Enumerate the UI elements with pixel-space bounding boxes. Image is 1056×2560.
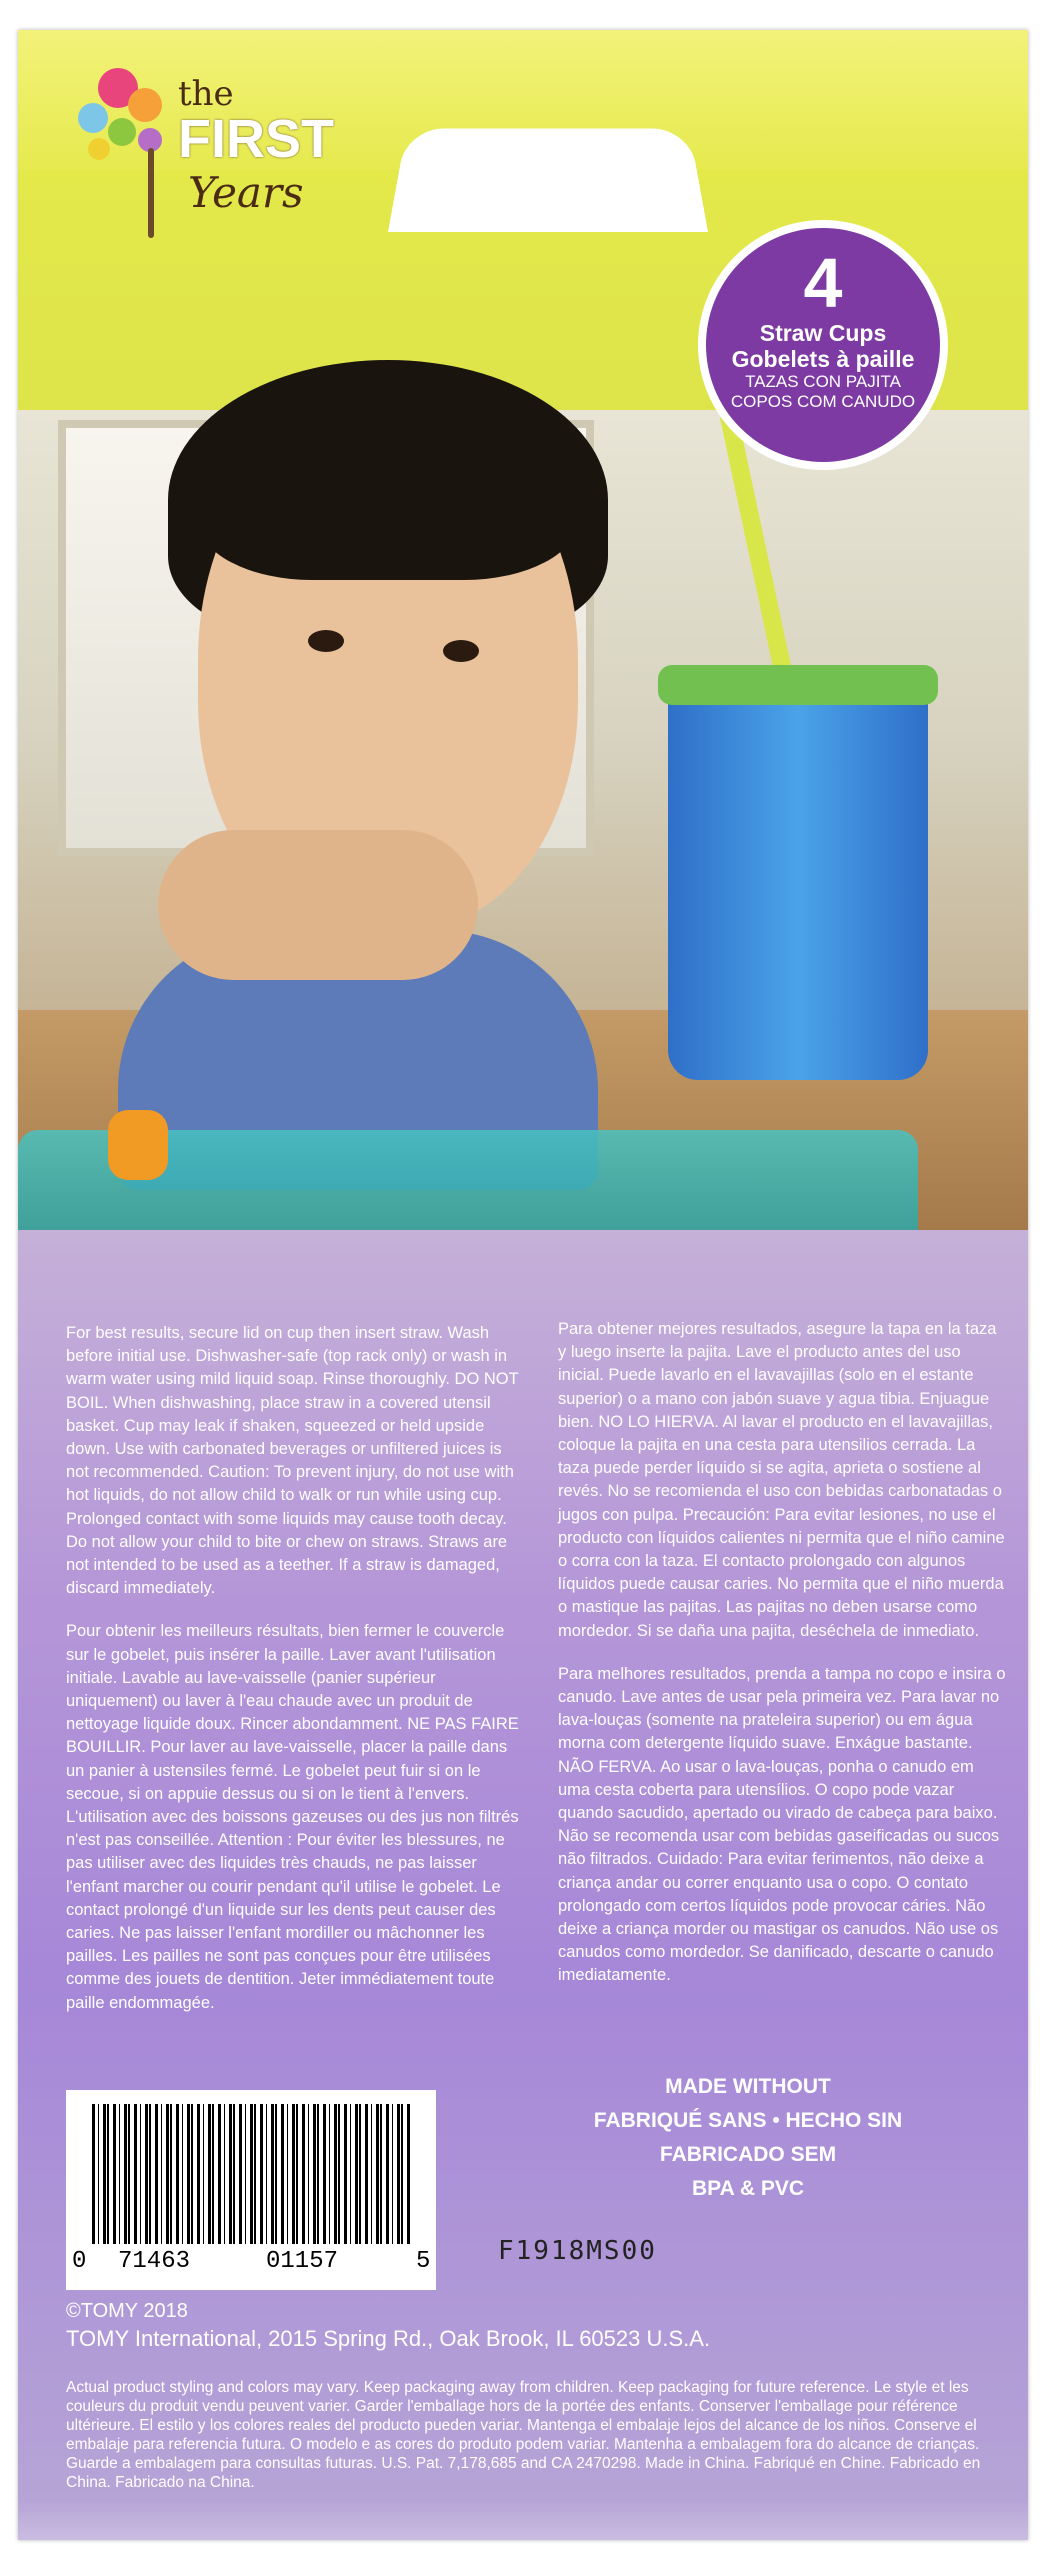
count-badge [698, 220, 948, 470]
photo-child-hair-front [198, 380, 578, 580]
barcode-digit-last: 5 [416, 2248, 431, 2275]
instructions-left-column [66, 1322, 526, 2035]
badge-spanish: TAZAS CON PAJITA [745, 372, 901, 391]
made-without-notice [558, 2070, 938, 2206]
instructions-english: For best results, secure lid on cup then insert straw. Wash before initial use. Dishwasher-safe (top rack only) or wash in warm water using mild liquid soap. Rinse thoroughly. DO NOT BOIL. When dishwashing, place straw in a covered utensil basket. Cup may leak if shaken, squeezed or held upside down. Use with carbonated beverages or unfiltered juices is not recommended. Caution: To prevent injury, do not use with hot liquids, do not allow child to walk or run while using cup. Prolonged contact with some liquids may cause tooth decay. Do not allow your child to bite or chew on straws. Straws are not intended to be used as a teether. If a straw is damaged, discard immediately. [66, 1324, 519, 1598]
photo-straw-cup [668, 690, 928, 1080]
fine-print: Actual product styling and colors may vary. Keep packaging away from children. Keep packaging for future reference. Le style et les couleurs du produit vendu peuvent varier. Garder l'emballage hors de la portée des enfants. Conserver l'emballage pour référence ultérieure. El estilo y los colores reales del producto pueden variar. Mantenga el embalaje lejos del alcance de los niños. Conserve el embalaje para referencia futura. O modelo e as cores do produto podem variar. Mantenha a embalagem fora do alcance de crianças. Guarde a embalagem para consultas futuras. U.S. Pat. 7,178,685 and CA 2470298. Made in China. Fabriqué en Chine. Fabricado en China. Fabricado na China. [66, 2379, 981, 2491]
barcode-digit-group1: 71463 [118, 2248, 191, 2275]
logo-dot-icon [88, 138, 110, 160]
company-address: TOMY International, 2015 Spring Rd., Oak Brook, IL 60523 U.S.A. [66, 2326, 711, 2351]
copyright: ©TOMY 2018 [66, 2300, 188, 2322]
logo-text-first: FIRST [178, 109, 334, 169]
badge-count: 4 [803, 244, 843, 322]
photo-child-eye [443, 640, 479, 662]
photo-cup-lid [658, 665, 938, 705]
badge-english: Straw Cups [759, 320, 887, 346]
made-without-line: MADE WITHOUT [665, 2075, 831, 2098]
logo-text-years: Years [188, 168, 304, 217]
logo-text-the: the [178, 74, 234, 114]
made-without-line: BPA & PVC [691, 2177, 804, 2200]
badge-french: Gobelets à paille [731, 346, 915, 372]
logo-stem-icon [148, 148, 154, 238]
logo-dot-icon [78, 103, 108, 133]
photo-child-arm [158, 830, 478, 980]
photo-child-eye [308, 630, 344, 652]
made-without-line: FABRICADO SEM [659, 2143, 837, 2166]
barcode-bars [92, 2104, 412, 2244]
barcode-digit-group2: 01157 [266, 2248, 339, 2275]
product-photo [18, 410, 1028, 1230]
instructions-french: Pour obtenir les meilleurs résultats, bien fermer le couvercle sur le gobelet, puis insérer la paille. Laver avant l'utilisation initiale. Lavable au lave-vaisselle (panier supérieur uniquement) ou laver à l'eau chaude avec un produit de nettoyage liquide doux. Rincer abondamment. NE PAS FAIRE BOUILLIR. Pour laver au lave-vaisselle, placer la paille dans un panier à ustensiles fermé. Le gobelet peut fuir si on le secoue, si on appuie dessus ou si on le tient à l'envers. L'utilisation avec des boissons gazeuses ou des jus non filtrés n'est pas conseillée. Attention : Pour éviter les blessures, ne pas utiliser avec des liquides très chauds, ne pas laisser l'enfant marcher ou courir pendant qu'il utilise le gobelet. Le contact prolongé d'un liquide sur les dents peut causer des caries. Ne pas laisser l'enfant mordiller ou mâchonner les pailles. Les pailles ne sont pas conçues pour être utilisées comme des jouets de dentition. Jeter immédiatement toute paille endommagée. [66, 1622, 519, 2012]
badge-portuguese: COPOS COM CANUDO [730, 392, 916, 411]
logo-dot-icon [128, 88, 162, 122]
instructions-portuguese: Para melhores resultados, prenda a tampa no copo e insira o canudo. Lave antes de usar pela primeira vez. Para lavar no lava-louças (somente na prateleira superior) ou em água morna com detergente líquido suave. Enxágue bastante. NÃO FERVA. Ao usar o lava-louças, ponha o canudo em uma cesta coberta para utensílios. O copo pode vazar quando sacudido, apertado ou virado de cabeça para baixo. Não se recomenda usar com bebidas gaseificadas ou sucos não filtrados. Cuidado: Para evitar ferimentos, não deixe a criança andar ou correr enquanto usa o copo. O contato prolongado com certos líquidos pode provocar cáries. Não deixe a criança morder ou mastigar os canudos. Não use os canudos como mordedor. Se danificado, descarte o canudo imediatamente. [558, 1664, 1006, 1985]
instructions-spanish: Para obtener mejores resultados, asegure la tapa en la taza y luego inserte la pajita. Lave el producto antes del uso inicial. Puede lavarlo en el lavavajillas (solo en el estante superior) o a mano con jabón suave y agua tibia. Enjuague bien. NO LO HIERVA. Al lavar el producto en el lavavajillas, coloque la pajita en una cesta para utensilios cerrada. La taza puede perder líquido si se agita, aprieta o sostiene al revés. No se recomienda el uso con bebidas carbonatadas o jugos con pulpa. Precaución: Para evitar lesiones, no use el producto con líquidos calientes ni permita que el niño camine o corra con la taza. El contacto prolongado con algunos líquidos puede causar caries. No permita que el niño muerda o mastique las pajitas. Las pajitas no deben usarse como mordedor. Si se daña una pajita, deséchela de inmediato. [558, 1320, 1005, 1640]
package-bottom-edge [18, 2500, 1028, 2540]
logo-dot-icon [108, 118, 136, 146]
brand-logo [68, 58, 334, 248]
upc-barcode [66, 2090, 436, 2290]
photo-food [108, 1110, 168, 1180]
made-without-line: FABRIQUÉ SANS • HECHO SIN [593, 2109, 903, 2132]
instructions-right-column [558, 1318, 1008, 2008]
hang-tab-hole [388, 128, 708, 232]
barcode-digit-first: 0 [72, 2248, 87, 2275]
lot-code: F1918MS00 [498, 2236, 657, 2266]
item-code: Y1157 171116 [66, 2542, 154, 2558]
package-back [18, 30, 1028, 2558]
